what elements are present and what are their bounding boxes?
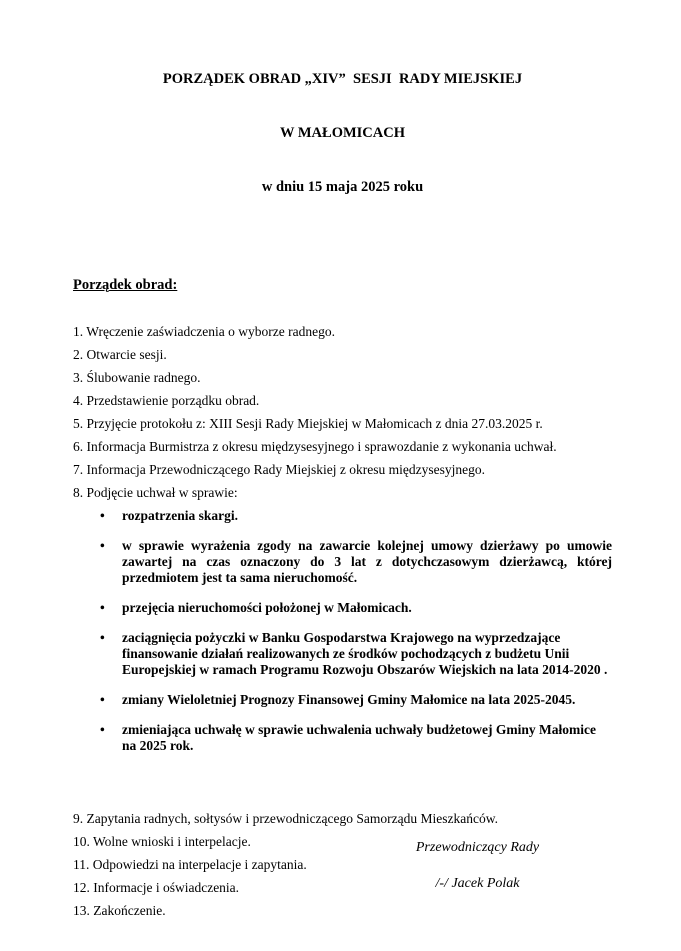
agenda-item-4: 4. Przedstawienie porządku obrad. — [73, 393, 260, 408]
bullet-icon: • — [100, 630, 105, 645]
resolution-item — [100, 630, 612, 678]
document-header — [73, 34, 612, 232]
resolution-text: zaciągnięcia pożyczki w Banku Gospodarstwa Krajowego na wyprzedzające finansowanie działań realizowanych ze środków pochodzących z budżetu Unii Europejskiej w ramach Programu Rozwoju Obszarów Wiejskich na lata 2014-2020 . — [122, 630, 608, 677]
resolution-list — [73, 508, 612, 754]
bullet-icon: • — [100, 538, 105, 553]
resolution-item — [100, 538, 612, 586]
agenda-item-7: 7. Informacja Przewodniczącego Rady Miejskiej z okresu międzysesyjnego. — [73, 462, 485, 477]
signature-block — [340, 840, 615, 892]
agenda-list-top — [73, 324, 612, 501]
resolution-item — [100, 722, 612, 754]
agenda-item-2: 2. Otwarcie sesji. — [73, 347, 167, 362]
agenda-item-13: 13. Zakończenie. — [73, 903, 166, 918]
bullet-icon: • — [100, 722, 105, 737]
agenda-item-9: 9. Zapytania radnych, sołtysów i przewodniczącego Samorządu Mieszkańców. — [73, 811, 498, 826]
signature-role: Przewodniczący Rady — [415, 840, 540, 855]
agenda-item-1: 1. Wręczenie zaświadczenia o wyborze radnego. — [73, 324, 335, 339]
resolution-text: rozpatrzenia skargi. — [122, 508, 238, 523]
resolution-item — [100, 600, 612, 616]
header-line-3: w dniu 15 maja 2025 roku — [261, 179, 424, 195]
agenda-item-3: 3. Ślubowanie radnego. — [73, 370, 201, 385]
resolution-text: w sprawie wyrażenia zgody na zawarcie kolejnej umowy dzierżawy po umowie zawartej na czas oznaczony do 3 lat z dotychczasowym dzierżawcą, której przedmiotem jest ta sama nieruchomość. — [122, 538, 612, 585]
header-line-2: W MAŁOMICACH — [280, 125, 405, 141]
resolution-text: zmiany Wieloletniej Prognozy Finansowej Gminy Małomice na lata 2025-2045. — [122, 692, 576, 707]
agenda-item-5: 5. Przyjęcie protokołu z: XIII Sesji Rady Miejskiej w Małomicach z dnia 27.03.2025 r. — [73, 416, 543, 431]
bullet-icon: • — [100, 600, 105, 615]
agenda-item-11: 11. Odpowiedzi na interpelacje i zapytania. — [73, 857, 307, 872]
agenda-item-6: 6. Informacja Burmistrza z okresu międzysesyjnego i sprawozdanie z wykonania uchwał. — [73, 439, 557, 454]
signature-name: /-/ Jacek Polak — [435, 876, 520, 891]
resolution-item — [100, 508, 612, 524]
resolution-text: zmieniająca uchwałę w sprawie uchwalenia uchwały budżetowej Gminy Małomice na 2025 rok. — [122, 722, 596, 753]
agenda-item-8: 8. Podjęcie uchwał w sprawie: — [73, 485, 238, 500]
resolution-item — [100, 692, 612, 708]
agenda-item-12: 12. Informacje i oświadczenia. — [73, 880, 240, 895]
bullet-icon: • — [100, 692, 105, 707]
header-line-1: PORZĄDEK OBRAD „XIV” SESJI RADY MIEJSKIEJ — [162, 71, 523, 87]
bullet-icon: • — [100, 508, 105, 523]
resolution-text: przejęcia nieruchomości położonej w Małomicach. — [122, 600, 412, 615]
section-heading: Porządek obrad: — [73, 277, 178, 293]
agenda-item-10: 10. Wolne wnioski i interpelacje. — [73, 834, 251, 849]
